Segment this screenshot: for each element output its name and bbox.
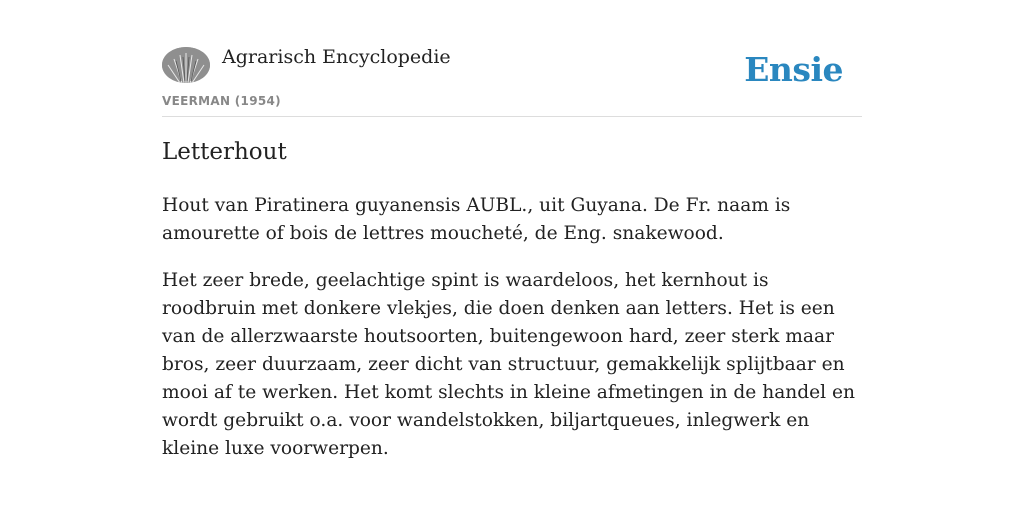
- grain-sheaf-icon[interactable]: [162, 47, 210, 83]
- source-title[interactable]: Agrarisch Encyclopedie: [222, 46, 451, 68]
- article-title: Letterhout: [162, 139, 287, 165]
- header: [162, 44, 862, 117]
- article-paragraph: Het zeer brede, geelachtige spint is waardeloos, het kernhout is roodbruin met donkere vlekjes, die doen denken aan letters. Het is een van de allerzwaarste houtsoorten, buitengewoon hard, zeer sterk maar bros, zeer duurzaam, zeer dicht van structuur, gemakkelijk splijtbaar en mooi af te werken. Het komt slechts in kleine afmetingen in de handel en wordt gebruikt o.a. voor wandelstokken, biljartqueues, inlegwerk en kleine luxe voorwerpen.: [162, 270, 855, 459]
- source-subtitle: VEERMAN (1954): [162, 94, 281, 108]
- brand-logo-link[interactable]: Ensie: [744, 50, 843, 89]
- article-paragraph: Hout van Piratinera guyanensis AUBL., uit Guyana. De Fr. naam is amourette of bois de lettres moucheté, de Eng. snakewood.: [162, 195, 791, 244]
